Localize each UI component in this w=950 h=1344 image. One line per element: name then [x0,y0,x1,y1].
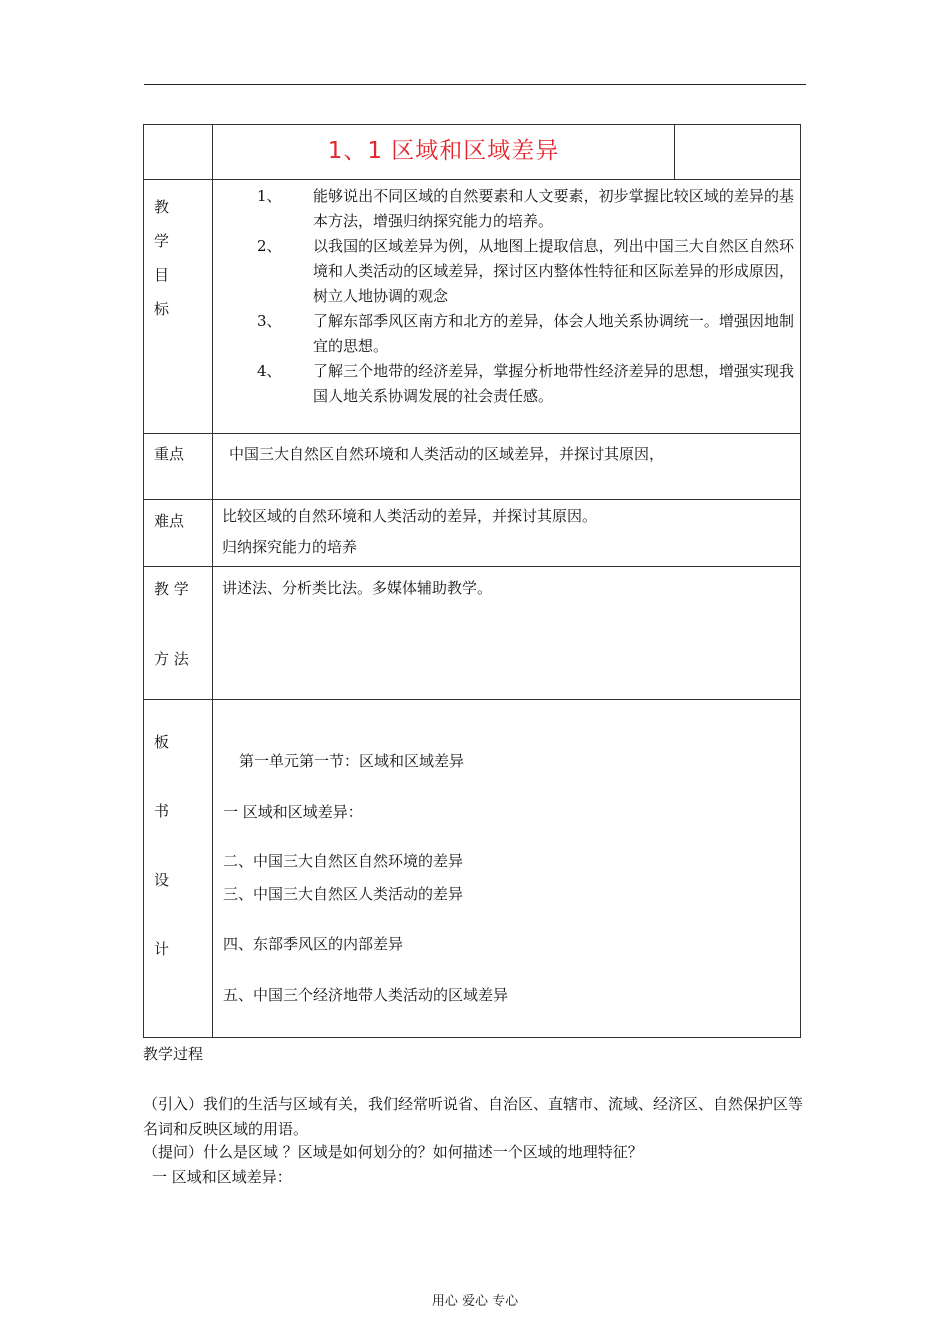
board-design-row [144,700,801,1038]
method-text: 讲述法、分析类比法。多媒体辅助教学。 [213,567,801,700]
method-label: 教 学 方 法 [144,567,213,700]
key-point-text: 中国三大自然区自然环境和人类活动的区域差异，并探讨其原因， [213,434,801,500]
header-rule [144,84,806,85]
difficulty-row [144,500,801,567]
objectives-content [213,180,801,434]
objective-item: 1、 能够说出不同区域的自然要素和人文要素，初步掌握比较区域的差异的基本方法，增强归纳探究能力的培养。 [257,187,794,230]
key-point-row [144,434,801,500]
title-right-cell [675,125,801,180]
difficulty-content [213,500,801,567]
lesson-title: 1、1 区域和区域差异 [327,137,560,164]
title-corner-cell [144,125,213,180]
board-line: 一 区域和区域差异： [223,803,363,821]
board-design-content [213,700,801,1038]
page-footer: 用心 爱心 专心 [431,1294,519,1309]
lesson-plan-table [143,124,801,1038]
process-question: （提问）什么是区域 ？区域是如何划分的？如何描述一个区域的地理特征？ [143,1143,643,1161]
objective-item: 3、 了解东部季风区南方和北方的差异，体会人地关系协调统一。增强因地制宜的思想。 [257,312,794,355]
objectives-label: 教 学 目 标 [144,180,213,434]
difficulty-line: 归纳探究能力的培养 [222,538,358,556]
process-section-heading: 一 区域和区域差异： [152,1168,292,1186]
process-heading: 教学过程 [143,1045,204,1063]
objective-item: 2、 以我国的区域差异为例，从地图上提取信息，列出中国三大自然区自然环境和人类活动的区域差异，探讨区内整体性特征和区际差异的形成原因，树立人地协调的观念 [257,237,794,305]
process-intro: （引入）我们的生活与区域有关，我们经常听说省、自治区、直辖市、流域、经济区、自然保护区等名词和反映区域的用语。 [143,1095,804,1138]
board-design-label: 板 书 设 计 [144,700,213,1038]
board-line: 三、中国三大自然区人类活动的差异 [223,885,464,903]
title-cell [213,125,675,180]
method-row [144,567,801,700]
objective-item: 4、 了解三个地带的经济差异，掌握分析地带性经济差异的思想，增强实现我国人地关系协调发展的社会责任感。 [257,362,794,405]
key-point-label: 重点 [144,434,213,500]
objectives-row [144,180,801,434]
title-row [144,125,801,180]
board-line: 五、中国三个经济地带人类活动的区域差异 [223,986,509,1004]
difficulty-label: 难点 [144,500,213,567]
board-line: 二、中国三大自然区自然环境的差异 [223,852,464,870]
board-line: 第一单元第一节：区域和区域差异 [239,752,465,770]
difficulty-line: 比较区域的自然环境和人类活动的差异，并探讨其原因。 [222,507,598,525]
board-line: 四、东部季风区的内部差异 [223,935,404,953]
